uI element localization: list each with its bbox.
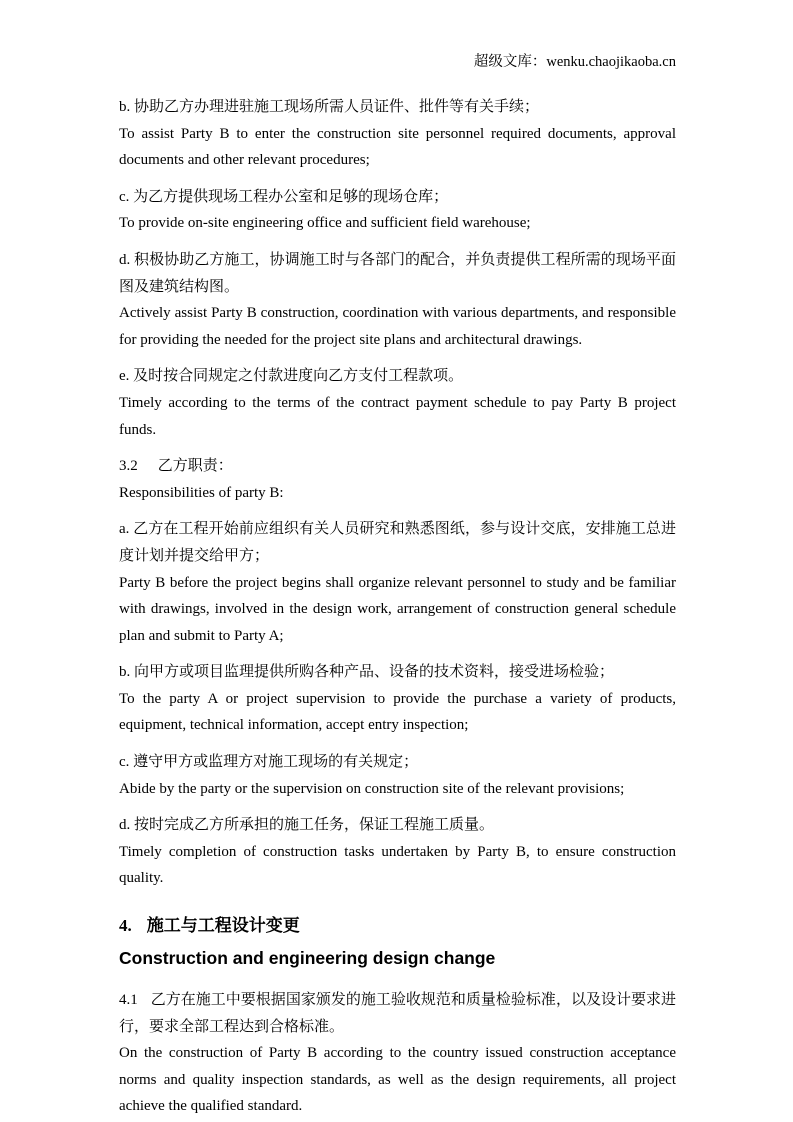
clause-4-1-en: On the construction of Party B according to the country issued construction acceptance norms and quality inspection standards, as well as the design requirements, all project achieve the qualified standard.	[119, 1045, 676, 1115]
section-3-2-title-zh-text: 乙方职责：	[157, 458, 233, 475]
clause-3-1-d	[119, 247, 676, 353]
clause-3-1-d-en: Actively assist Party B construction, coordination with various departments, and responsible for providing the needed for the project site plans and architectural drawings.	[119, 305, 676, 348]
section-3-2-title	[119, 453, 676, 506]
clause-3-2-b	[119, 659, 676, 739]
clause-4-1-zh	[119, 987, 676, 1040]
section-4-heading-zh	[119, 910, 676, 942]
clause-3-1-e-zh: e. 及时按合同规定之付款进度向乙方支付工程款项。	[119, 368, 464, 385]
clause-3-2-d-en: Timely completion of construction tasks undertaken by Party B, to ensure construction quality.	[119, 843, 676, 887]
clause-4-1-number: 4.1	[119, 992, 138, 1009]
section-3-2-title-zh	[119, 453, 676, 480]
clause-3-1-d-zh: d. 积极协助乙方施工，协调施工时与各部门的配合，并负责提供工程所需的现场平面图及建筑结构图。	[119, 251, 676, 295]
clause-3-1-c-en: To provide on-site engineering office and sufficient field warehouse;	[119, 215, 531, 232]
clause-3-1-c-zh: c. 为乙方提供现场工程办公室和足够的现场仓库；	[119, 188, 449, 205]
clause-4-1	[119, 987, 676, 1120]
clause-3-2-a-en: Party B before the project begins shall organize relevant personnel to study and be familiar with drawings, involved in the design work, arrangement of construction general schedule plan and submit to Party A;	[119, 574, 676, 644]
clause-3-1-b	[119, 94, 676, 174]
clause-3-2-c-zh: c. 遵守甲方或监理方对施工现场的有关规定；	[119, 754, 419, 771]
clause-3-2-c-en: Abide by the party or the supervision on construction site of the relevant provisions;	[119, 780, 625, 797]
clause-3-2-b-zh: b. 向甲方或项目监理提供所购各种产品、设备的技术资料，接受进场检验；	[119, 664, 615, 681]
clause-3-2-a-zh: a. 乙方在工程开始前应组织有关人员研究和熟悉图纸，参与设计交底，安排施工总进度计划并提交给甲方；	[119, 521, 676, 564]
clause-3-1-c	[119, 184, 676, 237]
clause-3-1-e	[119, 363, 676, 443]
document-content	[119, 55, 676, 1122]
section-4-heading-en: Construction and engineering design change	[119, 948, 496, 969]
clause-3-1-b-zh: b. 协助乙方办理进驻施工现场所需人员证件、批件等有关手续；	[119, 99, 540, 115]
clause-3-1-e-en: Timely according to the terms of the contract payment schedule to pay Party B project funds.	[119, 394, 676, 438]
clause-3-2-d-zh: d. 按时完成乙方所承担的施工任务，保证工程施工质量。	[119, 817, 495, 834]
watermark-header: 超级文库：wenku.chaojikaoba.cn	[473, 54, 676, 70]
clause-4-1-zh-text: 乙方在施工中要根据国家颁发的施工验收规范和质量检验标准，以及设计要求进行，要求全部工程达到合格标准。	[119, 992, 676, 1035]
clause-3-2-a	[119, 516, 676, 649]
section-4-heading	[119, 910, 676, 974]
clause-3-2-d	[119, 812, 676, 892]
section-3-2-number: 3.2	[119, 458, 138, 475]
section-4-number: 4.	[119, 916, 132, 936]
section-3-2-title-en: Responsibilities of party B:	[119, 484, 284, 501]
clause-3-1-b-en: To assist Party B to enter the construction site personnel required documents, approval documents and other relevant procedures;	[119, 125, 676, 169]
clause-3-2-b-en: To the party A or project supervision to provide the purchase a variety of products, equipment, technical information, accept entry inspection;	[119, 690, 676, 734]
section-4-heading-zh-text: 施工与工程设计变更	[146, 916, 300, 936]
clause-3-2-c	[119, 749, 676, 802]
